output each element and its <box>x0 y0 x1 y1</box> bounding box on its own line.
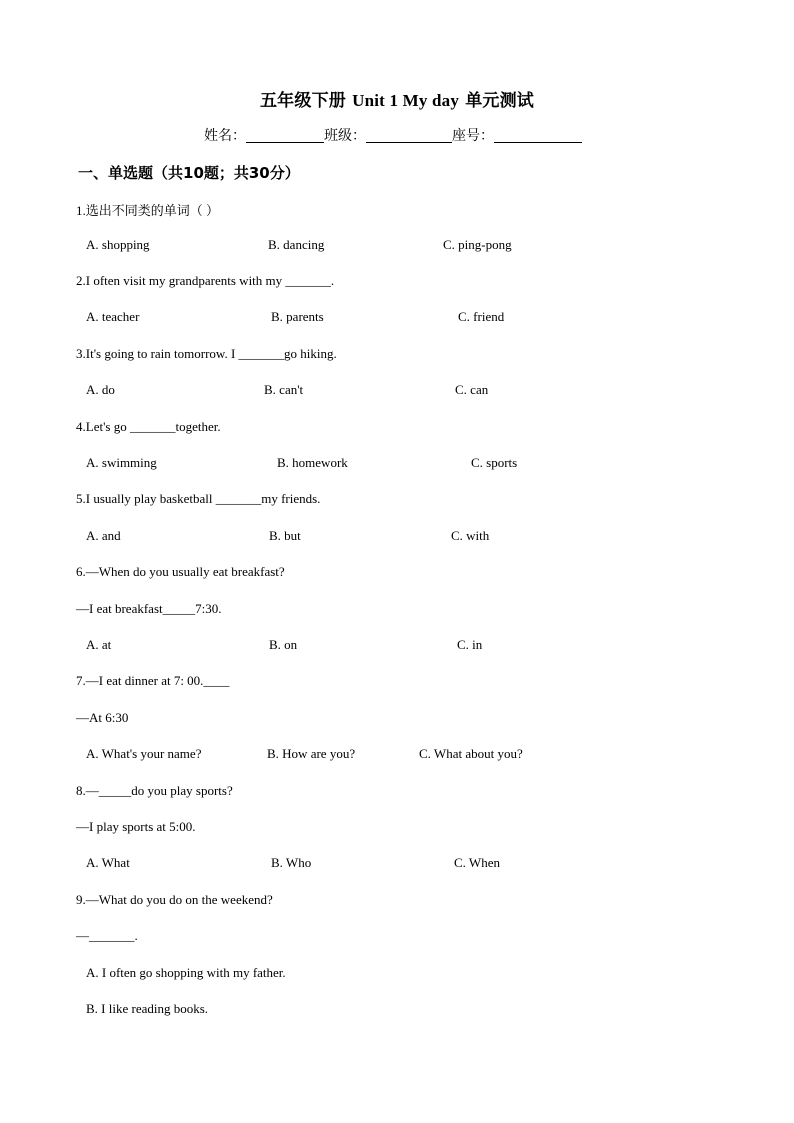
question-7-answer-line: —At 6:30 <box>76 710 129 725</box>
question-3-option-c: C. can <box>455 382 489 397</box>
page-title <box>0 86 794 111</box>
question-4-option-c: C. sports <box>471 455 518 470</box>
question-1-stem: 1.选出不同类的单词（ ） <box>76 203 220 218</box>
question-5-option-b: B. but <box>269 528 301 543</box>
question-4-option-b: B. homework <box>277 455 348 470</box>
question-5-option-a: A. and <box>86 528 121 543</box>
question-9-stem: 9.—What do you do on the weekend? <box>76 892 273 907</box>
question-7-option-a: A. What's your name? <box>86 746 202 761</box>
seat-blank <box>494 128 582 143</box>
seat-label: 座号： <box>452 128 494 144</box>
question-2-stem: 2.I often visit my grandparents with my _______. <box>76 273 335 288</box>
question-1-option-b: B. dancing <box>268 237 325 252</box>
question-9-answer-line: —_______. <box>76 928 138 943</box>
name-blank <box>246 128 324 143</box>
question-1-option-a: A. shopping <box>86 237 150 252</box>
question-7-option-c: C. What about you? <box>419 746 523 761</box>
class-label: 班级： <box>324 128 366 144</box>
question-9-option-a: A. I often go shopping with my father. <box>86 965 286 980</box>
question-3-option-b: B. can't <box>264 382 304 397</box>
question-2-option-a: A. teacher <box>86 309 140 324</box>
question-6-answer-line: —I eat breakfast_____7:30. <box>76 601 222 616</box>
section-heading: 一、单选题（共10题；共30分） <box>78 164 300 182</box>
name-label: 姓名： <box>204 128 246 144</box>
question-8-option-b: B. Who <box>271 855 312 870</box>
question-7-option-b: B. How are you? <box>267 746 356 761</box>
question-4-option-a: A. swimming <box>86 455 157 470</box>
title-cn-left: 五年级下册 <box>259 91 346 111</box>
question-7-stem: 7.—I eat dinner at 7: 00.____ <box>76 673 230 688</box>
class-blank <box>366 128 452 143</box>
question-1-option-c: C. ping-pong <box>443 237 512 252</box>
question-8-option-c: C. When <box>454 855 500 870</box>
question-2-option-c: C. friend <box>458 309 505 324</box>
question-6-stem: 6.—When do you usually eat breakfast? <box>76 564 285 579</box>
question-8-option-a: A. What <box>86 855 130 870</box>
question-2-option-b: B. parents <box>271 309 324 324</box>
question-4-stem: 4.Let's go _______together. <box>76 419 221 434</box>
question-6-option-b: B. on <box>269 637 298 652</box>
question-8-answer-line: —I play sports at 5:00. <box>76 819 196 834</box>
question-5-stem: 5.I usually play basketball _______my friends. <box>76 491 321 506</box>
question-9-option-b: B. I like reading books. <box>86 1001 209 1016</box>
question-3-option-a: A. do <box>86 382 115 397</box>
question-5-option-c: C. with <box>451 528 490 543</box>
title-cn-right: 单元测试 <box>465 91 535 111</box>
question-6-option-a: A. at <box>86 637 112 652</box>
student-info-line <box>204 125 582 145</box>
question-6-option-c: C. in <box>457 637 483 652</box>
title-unit: Unit 1 My day <box>352 91 460 110</box>
question-3-stem: 3.It's going to rain tomorrow. I _______go hiking. <box>76 346 337 361</box>
question-8-stem: 8.—_____do you play sports? <box>76 783 233 798</box>
